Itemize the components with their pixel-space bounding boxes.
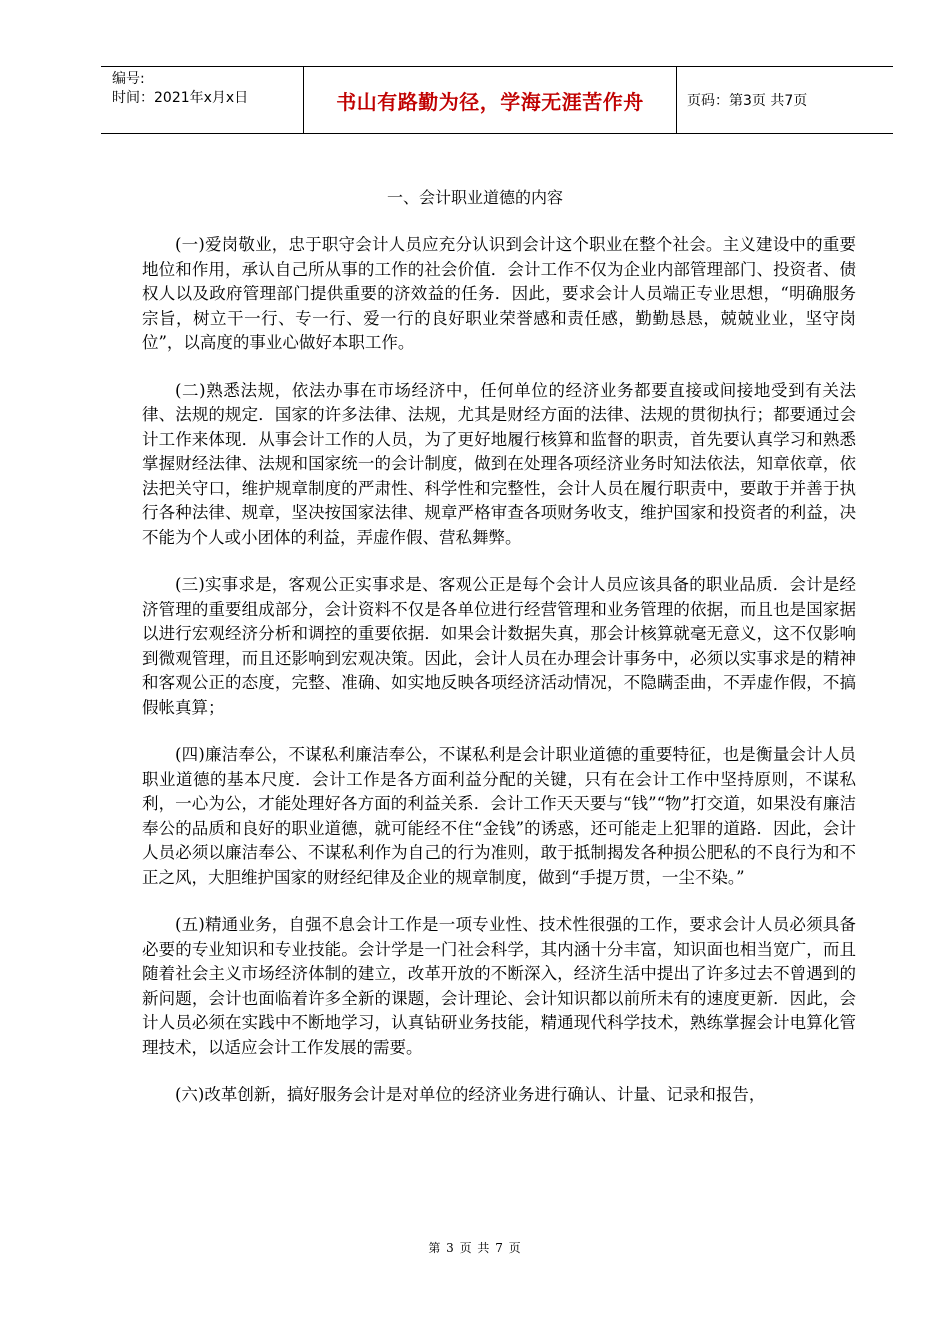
- document-time-label: 时间：2021年x月x日: [112, 90, 249, 106]
- section-heading: 一、会计职业道德的内容: [386, 188, 563, 207]
- document-header: [101, 66, 893, 134]
- header-motto: 书山有路勤为径，学海无涯苦作舟: [336, 89, 644, 114]
- header-meta-cell: [101, 67, 304, 133]
- paragraph: (二)熟悉法规，依法办事在市场经济中，任何单位的经济业务都要直接或间接地受到有关法律、法规的规定．国家的许多法律、法规，尤其是财经方面的法律、法规的贯彻执行；都要通过会计工作来体现．从事会计工作的人员，为了更好地履行核算和监督的职责，首先要认真学习和熟悉掌握财经法律、法规和国家统一的会计制度，做到在处理各项经济业务时知法依法，知章依章，依法把关守口，维护规章制度的严肃性、科学性和完整性，会计人员在履行职责中，要敢于并善于执行各种法律、规章，坚决按国家法律、规章严格审查各项财务收支，维护国家和投资者的利益，决不能为个人或小团体的利益，弄虚作假、营私舞弊。: [142, 380, 856, 547]
- page-footer: 第 3 页 共 7 页: [428, 1241, 522, 1255]
- paragraph: (六)改革创新，搞好服务会计是对单位的经济业务进行确认、计量、记录和报告，: [175, 1085, 766, 1104]
- document-number-label: 编号:: [112, 71, 145, 87]
- paragraph: (一)爱岗敬业，忠于职守会计人员应充分认识到会计这个职业在整个社会。主义建设中的重要地位和作用，承认自己所从事的工作的社会价值．会计工作不仅为企业内部管理部门、投资者、债权人以及政府管理部门提供重要的济效益的任务．因此，要求会计人员端正专业思想，“明确服务宗旨，树立干一行、专一行、爱一行的良好职业荣誉感和责任感，勤勤恳恳，兢兢业业，坚守岗位”，以高度的事业心做好本职工作。: [142, 235, 856, 352]
- document-body: [142, 233, 856, 1131]
- header-page-cell: [677, 67, 893, 133]
- paragraph: (三)实事求是，客观公正实事求是、客观公正是每个会计人员应该具备的职业品质．会计是经济管理的重要组成部分，会计资料不仅是各单位进行经营管理和业务管理的依据，而且也是国家据以进行宏观经济分析和调控的重要依据．如果会计数据失真，那会计核算就毫无意义，这不仅影响到微观管理，而且还影响到宏观决策。因此，会计人员在办理会计事务中，必须以实事求是的精神和客观公正的态度，完整、准确、如实地反映各项经济活动情况，不隐瞒歪曲，不弄虚作假，不搞假帐真算；: [142, 575, 856, 717]
- paragraph: (四)廉洁奉公，不谋私利廉洁奉公，不谋私利是会计职业道德的重要特征，也是衡量会计人员职业道德的基本尺度．会计工作是各方面利益分配的关键，只有在会计工作中坚持原则，不谋私利，一心为公，才能处理好各方面的利益关系．会计工作天天要与“钱”“物”打交道，如果没有廉洁奉公的品质和良好的职业道德，就可能经不住“金钱”的诱惑，还可能走上犯罪的道路．因此，会计人员必须以廉洁奉公、不谋私利作为自己的行为准则，敢于抵制揭发各种损公肥私的不良行为和不正之风，大胆维护国家的财经纪律及企业的规章制度，做到“手提万贯，一尘不染。”: [142, 745, 856, 887]
- paragraph: (五)精通业务，自强不息会计工作是一项专业性、技术性很强的工作，要求会计人员必须具备必要的专业知识和专业技能。会计学是一门社会科学，其内涵十分丰富，知识面也相当宽广，而且随着社会主义市场经济体制的建立，改革开放的不断深入，经济生活中提出了许多过去不曾遇到的新问题，会计也面临着许多全新的课题，会计理论、会计知识都以前所未有的速度更新．因此，会计人员必须在实践中不断地学习，认真钻研业务技能，精通现代科学技术，熟练掌握会计电算化管理技术，以适应会计工作发展的需要。: [142, 915, 856, 1057]
- header-motto-cell: [304, 67, 677, 133]
- header-page-label: 页码：第3页 共7页: [687, 93, 808, 109]
